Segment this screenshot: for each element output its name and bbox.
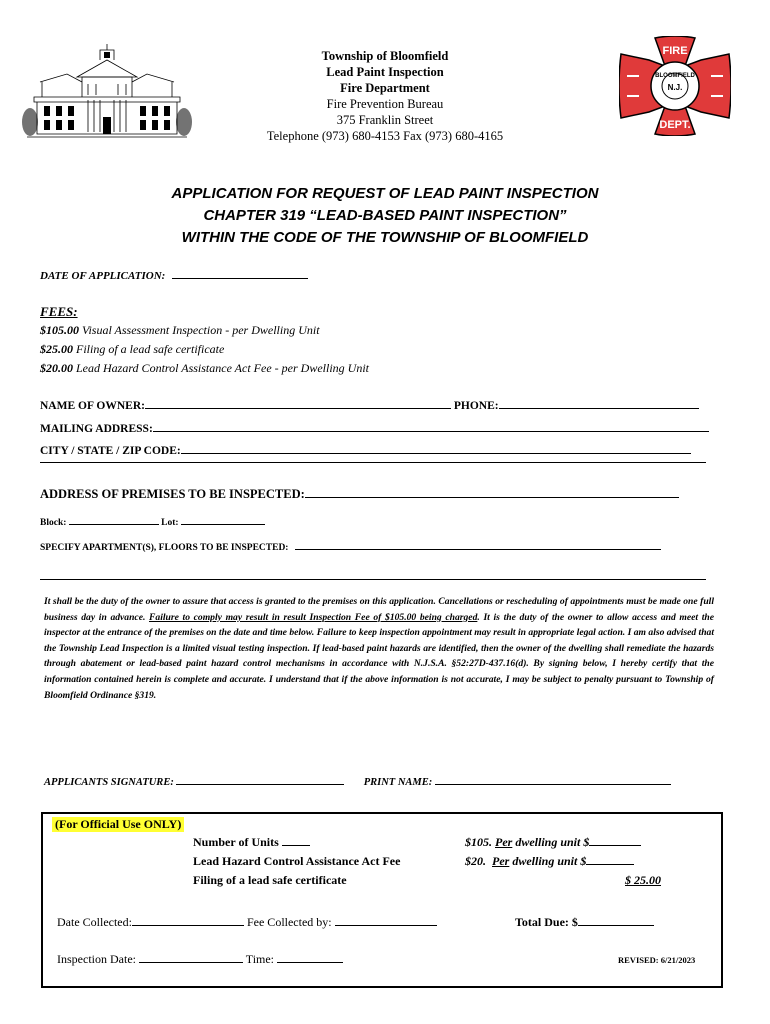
print-name-field[interactable] [435,774,671,785]
street-address: 375 Franklin Street [336,113,434,127]
fee-item: $20.00 Lead Hazard Control Assistance Act Fee - per Dwelling Unit [40,361,369,375]
inspection-fee-field[interactable] [589,835,641,846]
city-state-zip-row [40,443,691,457]
filing-fee-amount: $ 25.00 [625,873,661,887]
divider [40,462,706,463]
title-line-2: CHAPTER 319 “LEAD-BASED PAINT INSPECTION” [203,207,567,224]
badge-state-text: N.J. [667,83,683,92]
number-of-units-label: Number of Units [193,835,279,849]
mailing-address-row [40,421,709,435]
block-lot-row [40,514,265,528]
block-field[interactable] [69,514,159,525]
fee-collected-by-field[interactable] [335,915,437,926]
fee-item: $105.00 Visual Assessment Inspection - per Dwelling Unit [40,323,320,337]
date-of-application-label: DATE OF APPLICATION: [40,270,166,282]
inspection-schedule-row [57,952,343,967]
title-line-1: APPLICATION FOR REQUEST OF LEAD PAINT INSPECTION [171,185,599,202]
filing-certificate-label: Filing of a lead safe certificate [193,873,347,887]
date-collected-field[interactable] [132,915,244,926]
lead-hazard-fee-field[interactable] [586,854,634,865]
apartment-floors-label: SPECIFY APARTMENT(S), FLOORS TO BE INSPECTED: [40,543,289,553]
mailing-address-label: MAILING ADDRESS: [40,423,153,435]
owner-name-row [40,398,699,412]
form-title [0,183,770,249]
fee-collected-by-label: Fee Collected by: [246,915,332,929]
premises-address-label: ADDRESS OF PREMISES TO BE INSPECTED: [40,487,305,501]
total-due-label: Total Due: $ [515,915,578,929]
total-due-field[interactable] [578,915,654,926]
number-of-units-row [193,833,400,852]
contact-numbers: Telephone (973) 680-4153 Fax (973) 680-4165 [266,129,504,143]
revision-date: REVISED: 6/21/2023 [618,955,696,965]
number-of-units-field[interactable] [282,835,310,846]
township-name: Township of Bloomfield [321,49,449,63]
city-state-zip-field[interactable] [181,443,691,454]
premises-address-field[interactable] [305,487,679,498]
lot-field[interactable] [181,514,265,525]
phone-label: PHONE: [453,400,499,412]
applicant-signature-label: APPLICANTS SIGNATURE: [44,777,174,788]
badge-dept-text: DEPT. [659,119,691,131]
badge-township-text: BLOOMFIELD [655,73,695,79]
date-collected-label: Date Collected: [57,915,132,929]
owner-responsibility-statement: It shall be the duty of the owner to assure that access is granted to the premises on this application. Cancellations or rescheduling of appointments must be made one full business day in advance. Failure to comply may result in result Inspection Fee of $105.00 being charged. It is the duty of the owner to allow access and meet the inspector at the entrance of the premises on the date and time below. Failure to keep inspection appointment may result in appropriate legal action. I am also advised that the Township Lead Inspection is a limited visual testing inspection. If lead-based paint hazards are identified, then the owner of the dwelling shall remediate the hazards through abatement or lead-based paint hazard control mechanisms in accordance with N.J.S.A. §52:27D-437.16(d). By signing below, I hereby certify that the information contained herein is complete and accurate. I understand that if the above information is not accurate, I may be subject to penalty pursuant to Township of Bloomfield Ordinance §319. [44,596,714,701]
signature-row [44,774,671,788]
total-due-row [515,915,654,930]
applicant-signature-field[interactable] [176,774,344,785]
city-state-zip-label: CITY / STATE / ZIP CODE: [40,445,181,457]
owner-name-field[interactable] [145,398,451,409]
rate-row: $105. Per dwelling unit $ [465,833,661,852]
official-use-label: (For Official Use ONLY) [52,817,184,832]
phone-field[interactable] [499,398,699,409]
lot-label: Lot: [161,518,179,528]
inspection-date-label: Inspection Date: [57,952,136,966]
department-name: Fire Department [340,81,430,95]
mailing-address-field[interactable] [153,421,709,432]
rate-row: $20. Per dwelling unit $ [465,852,661,871]
fire-department-badge [619,36,731,136]
premises-address-row [40,487,679,502]
badge-fire-text: FIRE [662,45,688,57]
block-label: Block: [40,518,67,528]
divider [40,579,706,580]
time-label: Time: [245,952,275,966]
apartment-floors-row [40,539,661,553]
inspection-date-field[interactable] [139,952,243,963]
fees-heading: FEES: [40,304,78,319]
fee-item: $25.00 Filing of a lead safe certificate [40,342,225,356]
date-of-application-row [40,268,308,282]
official-fee-labels [193,833,400,890]
bureau-name: Fire Prevention Bureau [326,97,444,111]
failure-to-comply-clause: Failure to comply may result in result Inspection Fee of $105.00 being charged [149,611,478,623]
fees-section [40,302,369,378]
print-name-label: PRINT NAME: [363,777,433,788]
lead-hazard-fee-label: Lead Hazard Control Assistance Act Fee [193,854,401,868]
time-field[interactable] [277,952,343,963]
apartment-floors-field[interactable] [295,539,661,550]
program-name: Lead Paint Inspection [326,65,444,79]
date-of-application-field[interactable] [172,268,308,279]
official-fee-rates [465,833,661,890]
title-line-3: WITHIN THE CODE OF THE TOWNSHIP OF BLOOMFIELD [181,229,589,246]
collection-row [57,915,437,930]
owner-name-label: NAME OF OWNER: [40,400,145,412]
